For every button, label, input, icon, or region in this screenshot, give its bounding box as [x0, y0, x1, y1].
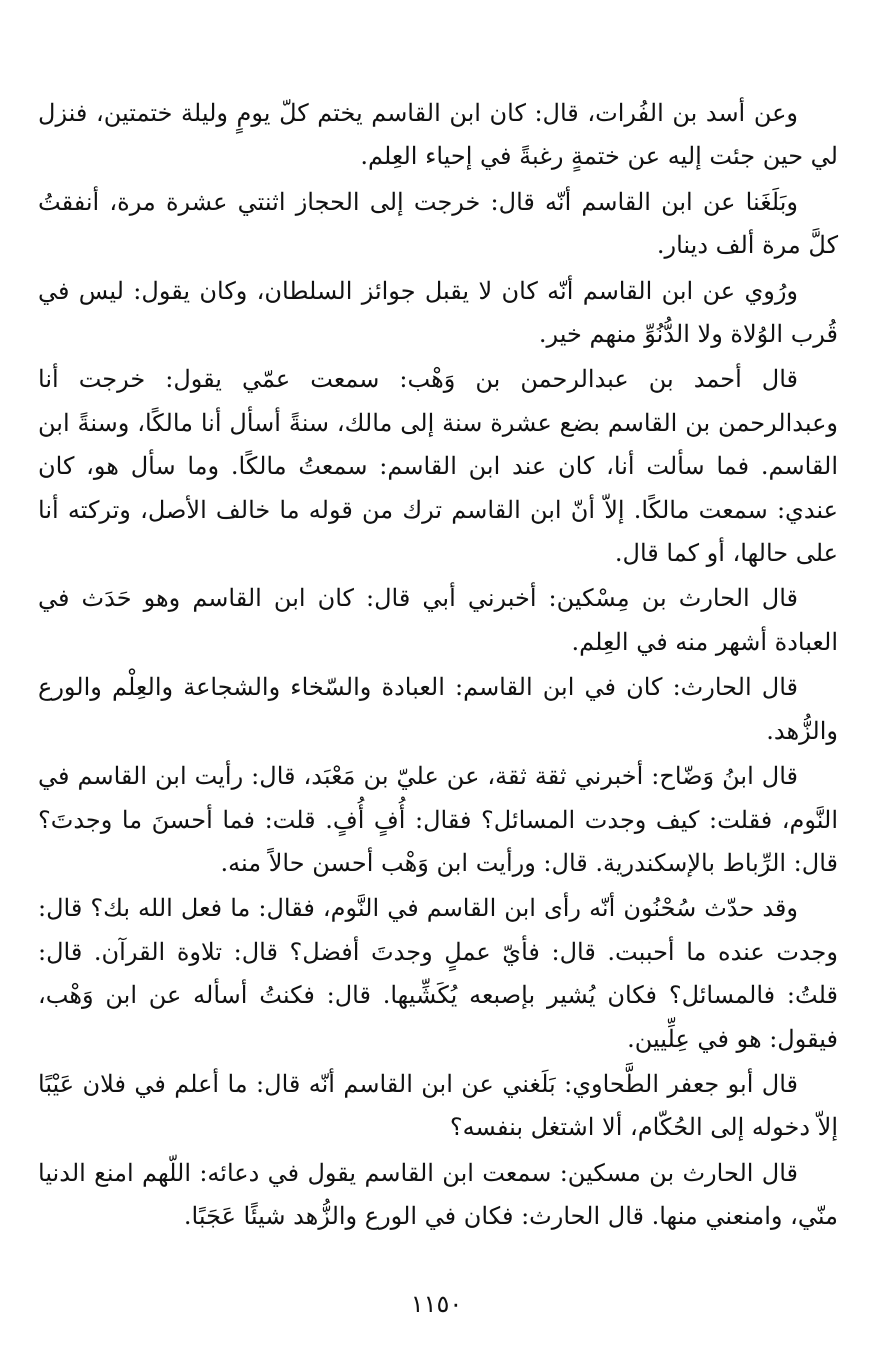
- paragraph-4: قال أحمد بن عبدالرحمن بن وَهْب: سمعت عمّي يقول: خرجت أنا وعبدالرحمن بن القاسم بضع عشرة سنة إلى مالك، سنةً أسأل أنا مالكًا، وسنةً ابن القاسم. فما سألت أنا، كان عند ابن القاسم: سمعتُ مالكًا. وما سأل هو، كان عندي: سمعت مالكًا. إلاّ أنّ ابن القاسم ترك من قوله ما خالف الأصل، وتركته أنا على حالها، أو كما قال.: [38, 365, 839, 568]
- paragraph-10: قال الحارث بن مسكين: سمعت ابن القاسم يقول في دعائه: اللّهم امنع الدنيا منّي، وامنعني منها. قال الحارث: فكان في الورع والزُّهد شيئًا عَجَبًا.: [38, 1158, 838, 1231]
- paragraph-5: قال الحارث بن مِسْكين: أخبرني أبي قال: كان ابن القاسم وهو حَدَث في العبادة أشهر منه في العِلم.: [38, 584, 838, 656]
- paragraph-2: وبَلَغَنا عن ابن القاسم أنّه قال: خرجت إلى الحجاز اثنتي عشرة مرة، أنفقتُ كلَّ مرة ألف دينار.: [38, 187, 838, 260]
- paragraph-1: وعن أسد بن الفُرات، قال: كان ابن القاسم يختم كلّ يومٍ وليلة ختمتين، فنزل لي حين جئت إليه عن ختمةٍ رغبةً في إحياء العِلم.: [38, 99, 838, 171]
- document-body: [38, 92, 838, 1241]
- paragraph-3: ورُوي عن ابن القاسم أنّه كان لا يقبل جوائز السلطان، وكان يقول: ليس في قُرب الوُلاة ولا الدُّنُوِّ منهم خير.: [38, 276, 838, 349]
- paragraph-9: قال أبو جعفر الطَّحاوي: بَلَغني عن ابن القاسم أنّه قال: ما أعلم في فلان عَيْبًا إلاّ دخوله إلى الحُكّام، ألا اشتغل بنفسه؟: [38, 1069, 838, 1142]
- paragraph-6: قال الحارث: كان في ابن القاسم: العبادة والسّخاء والشجاعة والعِلْم والورع والزُّهد.: [38, 673, 838, 745]
- paragraph-8: وقد حدّث سُحْنُون أنّه رأى ابن القاسم في النَّوم، فقال: ما فعل الله بك؟ قال: وجدت عنده ما أحببت. قال: فأيّ عملٍ وجدتَ أفضل؟ قال: تلاوة القرآن. قال: قلتُ: فالمسائل؟ فكان يُشير بإصبعه يُكَشِّيها. قال: فكنتُ أسأله عن ابن وَهْب، فيقول: هو في عِلِّيين.: [38, 894, 838, 1053]
- page-number: ١١٥٠: [410, 1290, 463, 1318]
- paragraph-7: قال ابنُ وَضّاح: أخبرني ثقة ثقة، عن عليّ بن مَعْبَد، قال: رأيت ابن القاسم في النَّوم، فقلت: كيف وجدت المسائل؟ فقال: أُفٍ أُفٍ. قلت: فما أحسنَ ما وجدتَ؟ قال: الرِّباط بالإسكندرية. قال: ورأيت ابن وَهْب أحسن حالاً منه.: [38, 762, 838, 877]
